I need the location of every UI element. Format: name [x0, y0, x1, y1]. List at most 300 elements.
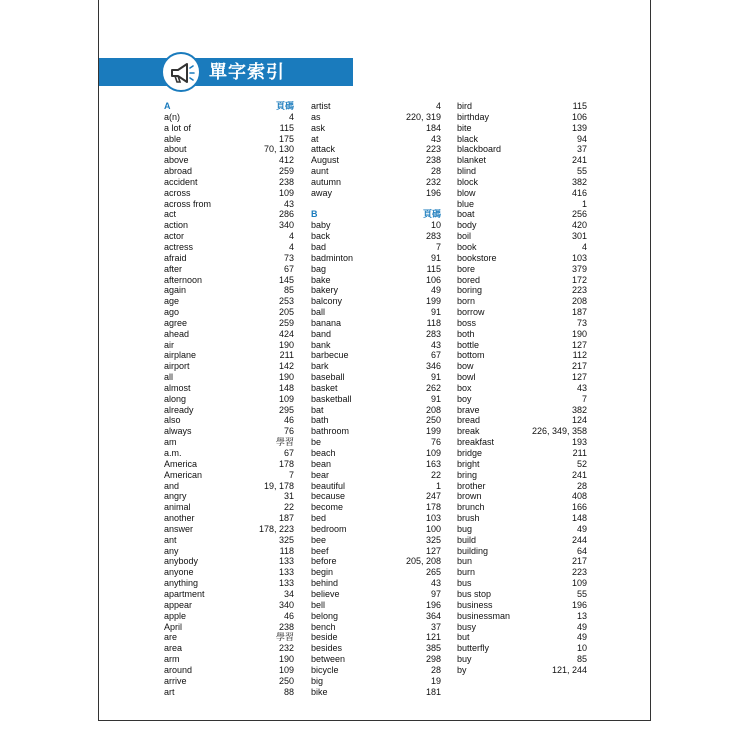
- index-entry: [457, 340, 587, 351]
- entry-word: bored: [457, 274, 481, 285]
- entry-page: 199: [425, 426, 441, 437]
- entry-word: bus: [457, 578, 472, 589]
- entry-word: arm: [164, 654, 180, 665]
- index-entry: [457, 665, 587, 676]
- entry-word: bean: [311, 458, 332, 469]
- entry-word: besides: [311, 643, 343, 654]
- index-entry: [311, 123, 441, 134]
- entry-page: 416: [571, 187, 587, 198]
- entry-page: 121: [425, 632, 441, 643]
- index-entry: [164, 188, 294, 199]
- entry-word: business: [457, 599, 493, 610]
- entry-word: August: [311, 155, 340, 166]
- entry-page: 37: [430, 621, 441, 632]
- entry-page: 76: [430, 437, 441, 448]
- entry-page: 175: [278, 133, 294, 144]
- entry-page: 85: [283, 285, 294, 296]
- entry-page: 172: [571, 274, 587, 285]
- index-entry: [457, 622, 587, 633]
- entry-page: 340: [278, 220, 294, 231]
- entry-word: bow: [457, 361, 474, 372]
- entry-word: another: [164, 513, 195, 524]
- index-entry: [457, 437, 587, 448]
- entry-word: bank: [311, 339, 331, 350]
- entry-page: 283: [425, 328, 441, 339]
- index-entry: [457, 285, 587, 296]
- index-entry: [457, 329, 587, 340]
- index-entry: [457, 231, 587, 242]
- entry-word: along: [164, 393, 187, 404]
- index-entry: [164, 513, 294, 524]
- entry-page: 226, 349, 358: [531, 426, 587, 437]
- entry-word: across from: [164, 198, 212, 209]
- index-entry: [164, 134, 294, 145]
- entry-word: beside: [311, 632, 338, 643]
- entry-page: 109: [425, 448, 441, 458]
- entry-word: bedroom: [311, 523, 347, 534]
- entry-page: 142: [278, 361, 294, 372]
- entry-word: afraid: [164, 252, 187, 263]
- index-entry: [311, 632, 441, 643]
- index-entry: [311, 437, 441, 448]
- entry-page: 109: [571, 578, 587, 589]
- entry-word: bite: [457, 122, 472, 133]
- entry-page: 67: [283, 263, 294, 274]
- entry-word: belong: [311, 610, 339, 621]
- entry-page: 28: [430, 664, 441, 675]
- entry-page: 4: [288, 241, 294, 252]
- index-entry: [164, 405, 294, 416]
- index-entry: [164, 340, 294, 351]
- index-entry: [457, 199, 587, 210]
- index-entry: [457, 144, 587, 155]
- entry-page: 253: [278, 296, 294, 307]
- entry-word: autumn: [311, 176, 342, 187]
- entry-word: anyone: [164, 567, 194, 578]
- entry-page: 265: [425, 567, 441, 578]
- index-entry: [164, 426, 294, 437]
- entry-page: 190: [278, 372, 294, 383]
- entry-word: birthday: [457, 111, 490, 122]
- index-entry: [311, 567, 441, 578]
- entry-page: 1: [435, 480, 441, 491]
- index-entry: [311, 372, 441, 383]
- index-entry: [311, 481, 441, 492]
- entry-page: 55: [576, 166, 587, 177]
- entry-page: 232: [425, 176, 441, 187]
- index-entry: [164, 578, 294, 589]
- entry-word: build: [457, 534, 477, 545]
- entry-word: bat: [311, 404, 324, 415]
- entry-page: 181: [425, 686, 441, 697]
- index-entry: [164, 643, 294, 654]
- entry-word: again: [164, 285, 187, 296]
- entry-page: 139: [571, 122, 587, 133]
- index-entry: [311, 329, 441, 340]
- entry-word: balcony: [311, 296, 343, 307]
- entry-word: both: [457, 328, 475, 339]
- index-entry: [164, 676, 294, 687]
- index-entry: [311, 112, 441, 123]
- entry-page: 97: [430, 588, 441, 599]
- index-entry: [457, 101, 587, 112]
- entry-page: 67: [283, 448, 294, 458]
- entry-word: a.m.: [164, 448, 182, 458]
- entry-page: 19, 178: [263, 480, 294, 491]
- entry-page: 325: [278, 534, 294, 545]
- index-entry: [311, 166, 441, 177]
- entry-word: are: [164, 632, 178, 643]
- entry-page: 10: [576, 643, 587, 654]
- index-entry: [311, 600, 441, 611]
- entry-page: 250: [425, 415, 441, 426]
- entry-word: by: [457, 664, 467, 675]
- entry-word: brunch: [457, 502, 485, 513]
- entry-page: 1: [581, 198, 587, 209]
- entry-page: 學習: [275, 632, 294, 643]
- index-entry: [457, 546, 587, 557]
- entry-word: born: [457, 296, 476, 307]
- entry-word: bed: [311, 513, 327, 524]
- entry-page: 259: [278, 166, 294, 177]
- entry-word: airport: [164, 361, 190, 372]
- index-entry: [457, 643, 587, 654]
- index-entry: [457, 123, 587, 134]
- entry-page: 283: [425, 231, 441, 242]
- entry-page: 238: [278, 621, 294, 632]
- index-entry: [164, 611, 294, 622]
- entry-page: 199: [425, 296, 441, 307]
- index-entry: [457, 556, 587, 567]
- entry-page: 115: [279, 122, 294, 133]
- index-entry: [457, 134, 587, 145]
- entry-word: beef: [311, 545, 329, 556]
- index-entry: [164, 546, 294, 557]
- index-entry: [457, 600, 587, 611]
- entry-page: 208: [425, 404, 441, 415]
- index-entry: [164, 350, 294, 361]
- index-entry: [311, 188, 441, 199]
- entry-word: animal: [164, 502, 191, 513]
- entry-page: 109: [278, 664, 294, 675]
- index-entry: [457, 470, 587, 481]
- index-entry: [457, 350, 587, 361]
- index-entry: [311, 101, 441, 112]
- entry-word: arrive: [164, 675, 187, 686]
- entry-page: 205, 208: [405, 556, 441, 567]
- entry-page: 73: [576, 317, 587, 328]
- index-entry: [457, 535, 587, 546]
- index-entry: [457, 155, 587, 166]
- index-entry: [164, 415, 294, 426]
- entry-word: book: [457, 241, 477, 252]
- index-entry: [457, 502, 587, 513]
- entry-word: around: [164, 664, 193, 675]
- index-entry: [164, 589, 294, 600]
- entry-page: 28: [430, 166, 441, 177]
- entry-page: 37: [576, 144, 587, 155]
- page-label: 頁碼: [422, 209, 441, 220]
- entry-page: 43: [576, 382, 587, 393]
- entry-word: act: [164, 209, 177, 220]
- entry-page: 7: [581, 393, 587, 404]
- index-entry: [457, 513, 587, 524]
- entry-page: 301: [571, 231, 587, 242]
- page-title: 單字索引: [209, 62, 285, 82]
- entry-word: boss: [457, 317, 477, 328]
- index-entry: [457, 611, 587, 622]
- entry-word: as: [311, 111, 321, 122]
- entry-page: 382: [571, 404, 587, 415]
- entry-word: art: [164, 686, 175, 697]
- index-entry: [164, 123, 294, 134]
- entry-page: 118: [279, 545, 294, 556]
- index-entry: [457, 220, 587, 231]
- entry-page: 217: [571, 361, 587, 372]
- entry-page: 184: [425, 122, 441, 133]
- entry-page: 412: [278, 155, 294, 166]
- entry-page: 196: [571, 599, 587, 610]
- entry-word: bicycle: [311, 664, 339, 675]
- entry-word: a lot of: [164, 122, 192, 133]
- entry-page: 127: [571, 372, 587, 383]
- entry-page: 85: [576, 654, 587, 665]
- entry-page: 22: [283, 502, 294, 513]
- entry-page: 100: [425, 523, 441, 534]
- entry-word: actor: [164, 231, 185, 242]
- index-entry: [164, 372, 294, 383]
- entry-word: businessman: [457, 610, 511, 621]
- entry-page: 115: [572, 101, 587, 111]
- index-column-2: [311, 101, 441, 697]
- entry-page: 127: [425, 545, 441, 556]
- entry-word: bread: [457, 415, 481, 426]
- entry-page: 340: [278, 599, 294, 610]
- entry-page: 247: [425, 491, 441, 502]
- entry-page: 298: [425, 654, 441, 665]
- entry-page: 106: [425, 274, 441, 285]
- index-entry: [457, 481, 587, 492]
- entry-word: anything: [164, 578, 199, 589]
- index-entry: [164, 622, 294, 633]
- entry-word: America: [164, 458, 198, 469]
- index-entry: [311, 513, 441, 524]
- index-entry: [164, 535, 294, 546]
- entry-word: accident: [164, 176, 198, 187]
- index-entry: [311, 524, 441, 535]
- entry-word: brave: [457, 404, 480, 415]
- index-entry: [457, 654, 587, 665]
- entry-page: 127: [571, 339, 587, 350]
- index-entry: [164, 318, 294, 329]
- entry-page: 178: [425, 502, 441, 513]
- entry-word: back: [311, 231, 331, 242]
- entry-word: ball: [311, 307, 326, 318]
- entry-word: butterfly: [457, 643, 490, 654]
- entry-word: boat: [457, 209, 475, 220]
- entry-word: angry: [164, 491, 187, 502]
- entry-page: 196: [425, 187, 441, 198]
- entry-word: bath: [311, 415, 329, 426]
- section-letter: B: [311, 209, 318, 220]
- entry-word: bus stop: [457, 588, 492, 599]
- entry-page: 118: [426, 317, 441, 328]
- entry-word: bakery: [311, 285, 339, 296]
- index-entry: [457, 209, 587, 220]
- entry-word: behind: [311, 578, 339, 589]
- entry-page: 178, 223: [258, 523, 294, 534]
- entry-page: 232: [278, 643, 294, 654]
- entry-page: 286: [278, 209, 294, 220]
- entry-word: action: [164, 220, 189, 231]
- index-entry: [311, 426, 441, 437]
- index-entry: [311, 556, 441, 567]
- entry-page: 91: [430, 372, 441, 383]
- index-entry: [164, 264, 294, 275]
- entry-word: age: [164, 296, 180, 307]
- index-entry: [457, 426, 587, 437]
- index-entry: [457, 318, 587, 329]
- entry-word: all: [164, 372, 174, 383]
- entry-word: April: [164, 621, 183, 632]
- entry-word: basket: [311, 382, 338, 393]
- entry-page: 109: [278, 393, 294, 404]
- entry-word: across: [164, 187, 191, 198]
- entry-word: bathroom: [311, 426, 350, 437]
- index-entry: [311, 611, 441, 622]
- entry-page: 205: [278, 307, 294, 318]
- index-entry: [311, 665, 441, 676]
- entry-word: always: [164, 426, 192, 437]
- entry-page: 148: [278, 382, 294, 393]
- entry-page: 46: [283, 610, 294, 621]
- index-entry: [311, 459, 441, 470]
- entry-page: 10: [430, 220, 441, 231]
- index-entry: [457, 632, 587, 643]
- entry-word: also: [164, 415, 181, 426]
- entry-word: bring: [457, 469, 478, 480]
- entry-word: between: [311, 654, 346, 665]
- index-entry: [457, 166, 587, 177]
- entry-page: 22: [430, 469, 441, 480]
- index-entry: [457, 253, 587, 264]
- index-entry: [457, 307, 587, 318]
- entry-page: 4: [435, 101, 441, 111]
- entry-word: at: [311, 133, 319, 144]
- entry-page: 178: [278, 458, 294, 469]
- entry-page: 55: [576, 588, 587, 599]
- header-badge: [161, 52, 201, 92]
- index-entry: [457, 275, 587, 286]
- index-entry: [311, 687, 441, 698]
- entry-page: 238: [425, 155, 441, 166]
- index-entry: [457, 383, 587, 394]
- entry-word: baseball: [311, 372, 345, 383]
- index-entry: [164, 632, 294, 643]
- index-entry: [457, 567, 587, 578]
- index-column-3: [457, 101, 587, 676]
- entry-word: boy: [457, 393, 472, 404]
- entry-word: ago: [164, 307, 180, 318]
- index-entry: [311, 535, 441, 546]
- section-letter: A: [164, 101, 171, 111]
- entry-word: bee: [311, 534, 327, 545]
- entry-word: borrow: [457, 307, 485, 318]
- entry-page: 4: [288, 111, 294, 122]
- entry-word: brush: [457, 513, 480, 524]
- entry-word: appear: [164, 599, 193, 610]
- entry-word: American: [164, 469, 203, 480]
- entry-page: 238: [278, 176, 294, 187]
- entry-page: 70, 130: [263, 144, 294, 155]
- entry-page: 190: [278, 654, 294, 665]
- index-entry: [311, 144, 441, 155]
- entry-page: 187: [278, 513, 294, 524]
- entry-page: 364: [425, 610, 441, 621]
- entry-page: 學習: [275, 437, 294, 448]
- index-entry: [311, 231, 441, 242]
- entry-page: 28: [576, 480, 587, 491]
- index-entry: [164, 177, 294, 188]
- index-entry: [311, 155, 441, 166]
- entry-word: before: [311, 556, 337, 567]
- index-entry: [457, 415, 587, 426]
- index-entry: [457, 242, 587, 253]
- index-entry: [164, 470, 294, 481]
- index-entry: [164, 654, 294, 665]
- index-entry: [164, 524, 294, 535]
- entry-page: 19: [430, 675, 441, 686]
- entry-word: bug: [457, 523, 473, 534]
- index-entry: [311, 546, 441, 557]
- entry-word: answer: [164, 523, 194, 534]
- entry-word: any: [164, 545, 179, 556]
- index-entry: [164, 199, 294, 210]
- entry-page: 52: [576, 458, 587, 469]
- entry-word: afternoon: [164, 274, 203, 285]
- index-entry: [164, 567, 294, 578]
- entry-page: 193: [571, 437, 587, 448]
- entry-word: bridge: [457, 448, 483, 458]
- index-entry: [164, 275, 294, 286]
- entry-page: 49: [576, 621, 587, 632]
- index-entry: [457, 361, 587, 372]
- entry-word: ask: [311, 122, 326, 133]
- entry-page: 325: [425, 534, 441, 545]
- entry-word: but: [457, 632, 470, 643]
- entry-page: 4: [288, 231, 294, 242]
- index-entry: [457, 372, 587, 383]
- entry-page: 220, 319: [405, 111, 441, 122]
- entry-word: abroad: [164, 166, 193, 177]
- entry-page: 424: [278, 328, 294, 339]
- entry-page: 49: [430, 285, 441, 296]
- index-entry: [311, 622, 441, 633]
- index-entry: [311, 643, 441, 654]
- index-entry: [311, 578, 441, 589]
- entry-word: believe: [311, 588, 340, 599]
- index-entry: [311, 220, 441, 231]
- entry-page: 43: [430, 578, 441, 589]
- entry-page: 49: [576, 523, 587, 534]
- entry-page: 145: [278, 274, 294, 285]
- entry-page: 223: [571, 567, 587, 578]
- entry-word: almost: [164, 382, 191, 393]
- entry-page: 88: [283, 686, 294, 697]
- entry-page: 187: [571, 307, 587, 318]
- entry-word: black: [457, 133, 479, 144]
- entry-page: 259: [278, 317, 294, 328]
